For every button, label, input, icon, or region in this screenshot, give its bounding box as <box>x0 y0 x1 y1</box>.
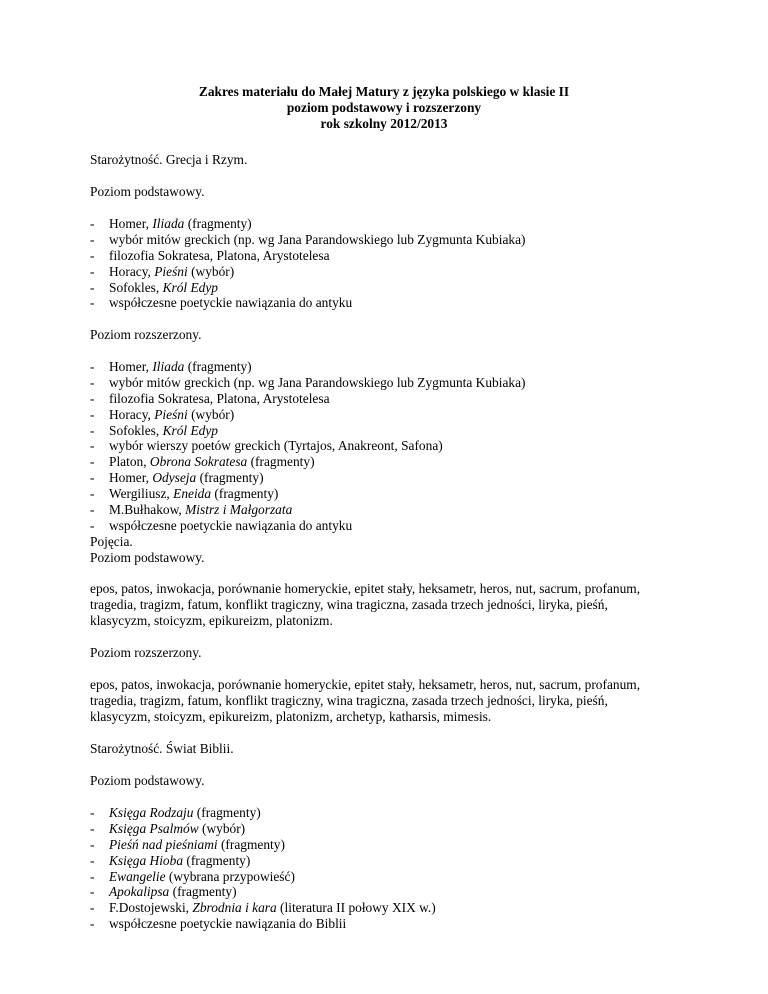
list-item-text: Sofokles, <box>109 279 163 295</box>
list-bullet: - <box>90 247 95 263</box>
list-bullet: - <box>90 279 95 295</box>
subheading-extended-level: Poziom rozszerzony. <box>90 327 202 342</box>
list-item-text: (fragmenty) <box>184 216 252 231</box>
list-bullet: - <box>90 438 95 454</box>
section-heading-bible: Starożytność. Świat Biblii. <box>90 741 234 756</box>
list-item-text: (literatura II połowy XIX w.) <box>276 900 436 916</box>
list-bullet: - <box>90 852 95 868</box>
list-bullet: - <box>90 374 95 390</box>
work-title: Księga Rodzaju <box>109 805 194 820</box>
list-item <box>90 900 690 916</box>
list-item <box>90 280 690 296</box>
work-title: Pieśń nad pieśniami <box>109 836 218 852</box>
work-title: Pieśni <box>154 263 188 279</box>
list-bullet: - <box>90 884 95 900</box>
list-item-text: F.Dostojewski, <box>109 900 193 916</box>
concepts-heading-block <box>90 534 690 566</box>
title-line-2: poziom podstawowy i rozszerzony <box>286 99 482 115</box>
list-item-text: (fragmenty) <box>184 359 252 374</box>
list-bullet: - <box>90 868 95 884</box>
concepts-basic-heading: Poziom podstawowy. <box>90 549 205 565</box>
reading-list-basic-1 <box>90 216 690 311</box>
concepts-heading: Pojęcia. <box>90 534 133 549</box>
title-line-1: Zakres materiału do Małej Matury z języka polskiego w klasie II <box>198 84 570 99</box>
list-item <box>90 375 690 391</box>
list-bullet: - <box>90 406 95 422</box>
list-item-text: (fragmenty) <box>183 852 251 868</box>
list-item <box>90 884 690 900</box>
list-item <box>90 869 690 885</box>
list-item <box>90 916 690 932</box>
work-title: Księga Psalmów <box>109 820 199 836</box>
list-item-text: wybór mitów greckich (np. wg Jana Parandowskiego lub Zygmunta Kubiaka) <box>109 231 526 247</box>
list-bullet: - <box>90 517 95 533</box>
list-item-text: (wybór) <box>198 820 246 836</box>
list-bullet: - <box>90 820 95 836</box>
work-title: Zbrodnia i kara <box>192 900 277 916</box>
work-title: Król Edyp <box>162 279 218 295</box>
list-bullet: - <box>90 216 95 231</box>
list-item <box>90 821 690 837</box>
list-item-text: Wergiliusz, <box>109 486 174 502</box>
list-item-text: współczesne poetyckie nawiązania do antyku <box>109 295 353 311</box>
list-item-text: (wybrana przypowieść) <box>165 868 295 884</box>
list-bullet: - <box>90 486 95 502</box>
list-item <box>90 438 690 454</box>
work-title: Król Edyp <box>162 422 218 438</box>
work-title: Księga Hioba <box>109 852 184 868</box>
list-bullet: - <box>90 836 95 852</box>
list-bullet: - <box>90 916 95 932</box>
list-item-text: Homer, <box>109 216 153 231</box>
list-item-text: (fragmenty) <box>196 470 264 486</box>
list-item-text: współczesne poetyckie nawiązania do antyku <box>109 517 353 533</box>
document-title <box>0 84 768 132</box>
list-item-text: Horacy, <box>109 406 155 422</box>
list-item-text: wybór mitów greckich (np. wg Jana Parandowskiego lub Zygmunta Kubiaka) <box>109 374 526 390</box>
list-bullet: - <box>90 263 95 279</box>
list-item-text: (fragmenty) <box>247 454 315 470</box>
list-item-text: Homer, <box>109 359 153 374</box>
work-title: Obrona Sokratesa <box>149 454 248 470</box>
title-line-3: rok szkolny 2012/2013 <box>320 115 448 131</box>
list-bullet: - <box>90 805 95 820</box>
list-item-text: (fragmenty) <box>217 836 285 852</box>
list-item <box>90 264 690 280</box>
list-bullet: - <box>90 295 95 311</box>
list-item <box>90 805 690 821</box>
list-item <box>90 407 690 423</box>
list-item-text: (fragmenty) <box>211 486 279 502</box>
list-item-text: M.Bułhakow, <box>109 502 186 518</box>
list-bullet: - <box>90 502 95 518</box>
list-item <box>90 837 690 853</box>
list-item <box>90 470 690 486</box>
list-item-text: filozofia Sokratesa, Platona, Arystotelesa <box>109 390 330 406</box>
list-item-text: Homer, <box>109 470 153 486</box>
list-item-text: współczesne poetyckie nawiązania do Biblii <box>109 916 347 932</box>
subheading-basic-level-bible: Poziom podstawowy. <box>90 773 205 788</box>
list-item <box>90 232 690 248</box>
list-bullet: - <box>90 470 95 486</box>
list-bullet: - <box>90 359 95 374</box>
section-heading-antiquity-greece-rome: Starożytność. Grecja i Rzym. <box>90 152 248 167</box>
subheading-basic-level: Poziom podstawowy. <box>90 184 205 199</box>
list-item <box>90 454 690 470</box>
concepts-extended-paragraph: epos, patos, inwokacja, porównanie homeryckie, epitet stały, heksametr, heros, nut, sacrum, profanum, tragedia, tragizm, fatum, konflikt tragiczny, wina tragiczna, zasada trzech jedności, liryka, pieśń, klasycyzm, stoicyzm, epikureizm, platonizm, archetyp, katharsis, mimesis. <box>90 677 641 724</box>
list-item-text: (wybór) <box>187 263 235 279</box>
list-bullet: - <box>90 390 95 406</box>
list-item <box>90 502 690 518</box>
list-item-text: wybór wierszy poetów greckich (Tyrtajos, Anakreont, Safona) <box>109 438 443 454</box>
list-item-text: (fragmenty) <box>193 805 261 820</box>
list-item-text: Platon, <box>109 454 150 470</box>
work-title: Ewangelie <box>109 868 166 884</box>
work-title: Pieśni <box>154 406 188 422</box>
concepts-basic-paragraph: epos, patos, inwokacja, porównanie homeryckie, epitet stały, heksametr, heros, nut, sacrum, profanum, tragedia, tragizm, fatum, konflikt tragiczny, wina tragiczna, zasada trzech jedności, liryka, pieśń, klasycyzm, stoicyzm, epikureizm, platonizm. <box>90 581 641 628</box>
work-title: Mistrz i Małgorzata <box>185 502 293 518</box>
list-item <box>90 359 690 375</box>
reading-list-basic-bible <box>90 805 690 932</box>
list-item <box>90 248 690 264</box>
list-item-text: filozofia Sokratesa, Platona, Arystotelesa <box>109 247 330 263</box>
work-title: Odyseja <box>152 470 197 486</box>
work-title: Eneida <box>173 486 212 502</box>
list-bullet: - <box>90 454 95 470</box>
list-bullet: - <box>90 231 95 247</box>
work-title: Apokalipsa <box>109 884 170 900</box>
list-item-text: (wybór) <box>187 406 235 422</box>
list-item <box>90 295 690 311</box>
list-bullet: - <box>90 900 95 916</box>
work-title: Iliada <box>152 359 185 374</box>
list-item <box>90 423 690 439</box>
list-item-text: Sofokles, <box>109 422 163 438</box>
list-bullet: - <box>90 422 95 438</box>
list-item <box>90 853 690 869</box>
list-item-text: Horacy, <box>109 263 155 279</box>
work-title: Iliada <box>152 216 185 231</box>
list-item-text: (fragmenty) <box>169 884 237 900</box>
reading-list-extended-1 <box>90 359 690 534</box>
concepts-extended-heading: Poziom rozszerzony. <box>90 645 202 660</box>
list-item <box>90 391 690 407</box>
list-item <box>90 486 690 502</box>
list-item <box>90 518 690 534</box>
list-item <box>90 216 690 232</box>
